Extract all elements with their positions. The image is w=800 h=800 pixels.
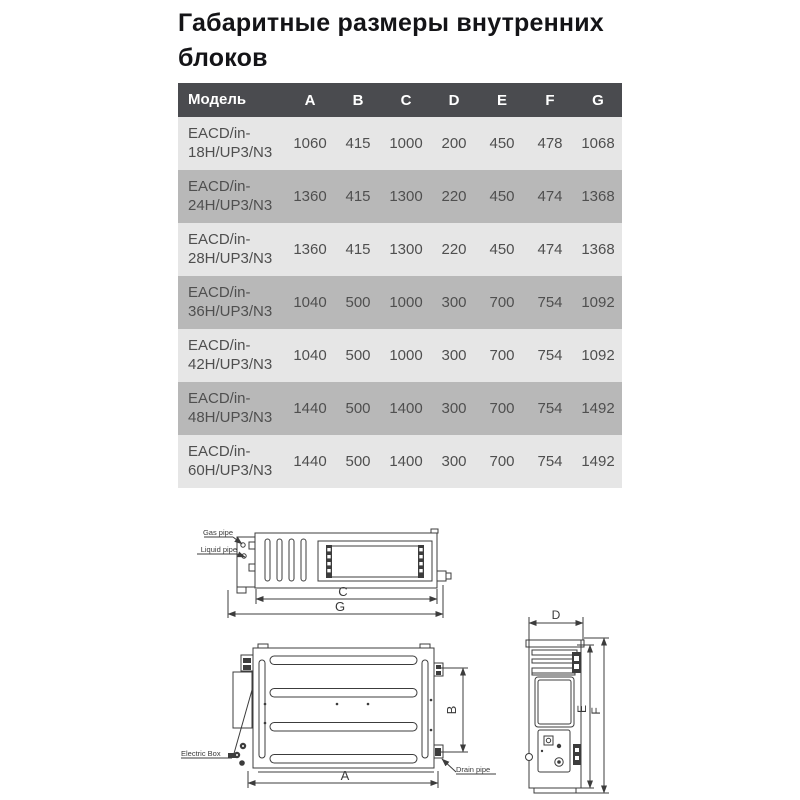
dim-f-label: F [589, 707, 603, 715]
table-row [178, 329, 622, 382]
model-cell: EACD/in-48H/UP3/N3 [188, 389, 273, 426]
value-cell: 1492 [581, 400, 615, 417]
dim-g-label: G [334, 599, 346, 614]
page-title: Габаритные размеры внутренних блоков [178, 9, 604, 72]
value-cell: 1440 [293, 453, 327, 470]
dimension-g [228, 585, 443, 618]
value-cell: 1068 [581, 135, 615, 152]
value-cell: 220 [441, 241, 467, 258]
model-cell: EACD/in-60H/UP3/N3 [188, 442, 273, 479]
dimension-d [529, 608, 583, 640]
value-cell: 1300 [389, 241, 423, 258]
indoor-unit-side-outline [526, 640, 585, 793]
value-cell: 220 [441, 188, 467, 205]
value-cell: 700 [489, 400, 515, 417]
top-view-diagram [170, 635, 500, 800]
dim-c-label: C [338, 584, 348, 599]
table-header-row [178, 83, 622, 117]
value-cell: 700 [489, 453, 515, 470]
value-cell: 415 [345, 188, 371, 205]
column-header-c: C [400, 91, 412, 109]
value-cell: 1060 [293, 135, 327, 152]
drain-pipe-label: Drain pipe [456, 765, 491, 774]
value-cell: 754 [537, 347, 563, 364]
value-cell: 1440 [293, 400, 327, 417]
model-cell: EACD/in-42H/UP3/N3 [188, 336, 273, 373]
dimension-a [248, 768, 438, 788]
dimension-b [436, 668, 468, 752]
value-cell: 1368 [581, 241, 615, 258]
value-cell: 1300 [389, 188, 423, 205]
value-cell: 1000 [389, 347, 423, 364]
dimensions-table [178, 83, 622, 488]
value-cell: 478 [537, 135, 563, 152]
model-cell: EACD/in-18H/UP3/N3 [188, 124, 273, 161]
column-header-f: F [545, 91, 555, 109]
value-cell: 1040 [293, 347, 327, 364]
value-cell: 300 [441, 294, 467, 311]
model-cell: EACD/in-36H/UP3/N3 [188, 283, 273, 320]
value-cell: 300 [441, 400, 467, 417]
value-cell: 500 [345, 453, 371, 470]
value-cell: 450 [489, 188, 515, 205]
value-cell: 474 [537, 241, 563, 258]
value-cell: 754 [537, 453, 563, 470]
value-cell: 1000 [389, 294, 423, 311]
value-cell: 450 [489, 241, 515, 258]
value-cell: 1092 [581, 294, 615, 311]
column-header-d: D [448, 91, 460, 109]
table-row [178, 170, 622, 223]
side-view-diagram [515, 605, 650, 800]
value-cell: 500 [345, 294, 371, 311]
table-row [178, 117, 622, 170]
table-row [178, 382, 622, 435]
value-cell: 500 [345, 400, 371, 417]
value-cell: 1400 [389, 453, 423, 470]
value-cell: 1360 [293, 241, 327, 258]
dim-e-label: E [575, 704, 589, 714]
value-cell: 1492 [581, 453, 615, 470]
value-cell: 1040 [293, 294, 327, 311]
value-cell: 700 [489, 294, 515, 311]
dim-b-label: B [444, 705, 459, 715]
value-cell: 1360 [293, 188, 327, 205]
value-cell: 474 [537, 188, 563, 205]
table-row [178, 276, 622, 329]
column-header-e: E [496, 91, 507, 109]
value-cell: 1092 [581, 347, 615, 364]
column-header-model: Модель [188, 90, 247, 108]
value-cell: 1000 [389, 135, 423, 152]
indoor-unit-top-outline [228, 644, 443, 772]
value-cell: 1400 [389, 400, 423, 417]
column-header-g: G [592, 91, 604, 109]
value-cell: 200 [441, 135, 467, 152]
front-view-diagram [180, 515, 470, 620]
model-cell: EACD/in-24H/UP3/N3 [188, 177, 273, 214]
value-cell: 500 [345, 347, 371, 364]
value-cell: 415 [345, 135, 371, 152]
column-header-a: A [304, 91, 316, 109]
column-header-b: B [352, 91, 364, 109]
value-cell: 415 [345, 241, 371, 258]
value-cell: 754 [537, 400, 563, 417]
dimension-c [256, 584, 437, 604]
value-cell: 754 [537, 294, 563, 311]
dim-a-label: A [340, 768, 350, 783]
value-cell: 700 [489, 347, 515, 364]
model-cell: EACD/in-28H/UP3/N3 [188, 230, 273, 267]
value-cell: 450 [489, 135, 515, 152]
table-row [178, 223, 622, 276]
table-row [178, 435, 622, 488]
gas-pipe-label: Gas pipe [202, 528, 233, 537]
value-cell: 300 [441, 347, 467, 364]
value-cell: 300 [441, 453, 467, 470]
dim-d-label: D [551, 608, 561, 622]
electric-box-label: Electric Box [181, 749, 221, 758]
value-cell: 1368 [581, 188, 615, 205]
liquid-pipe-label: Liquid pipe [200, 545, 237, 554]
